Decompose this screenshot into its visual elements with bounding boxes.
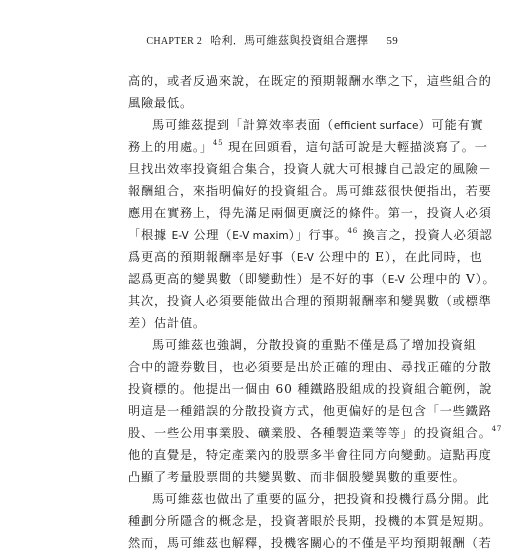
- text-run: 馬可維茲也做出了重要的區分，把投資和投機行爲分開。此: [152, 492, 490, 506]
- footnote-marker: 45: [212, 139, 224, 147]
- running-head: [146, 32, 398, 48]
- text-line: [128, 466, 466, 488]
- page-number: 59: [386, 35, 398, 47]
- text-run: ）」行事。: [288, 228, 348, 242]
- text-line: [128, 224, 493, 246]
- latin-term: E-V: [387, 274, 405, 286]
- text-line: [128, 180, 492, 202]
- text-line: [128, 334, 477, 356]
- text-line: [128, 532, 492, 554]
- text-line: [128, 312, 398, 334]
- text-run: 合中的證券數目，也必須要是出於正確的理由、尋找正確的分散: [128, 360, 492, 374]
- footnote-marker: 47: [491, 425, 503, 433]
- text-run: 認爲更高的變異數（即變動性）是不好的事（: [128, 272, 388, 286]
- latin-term: E-V maxim: [232, 230, 289, 242]
- text-line: [128, 202, 492, 224]
- text-run: 公理中的 V）。: [404, 272, 496, 286]
- text-line: [128, 378, 493, 400]
- text-run: ）可能有實: [418, 118, 484, 132]
- text-run: 「根據: [128, 228, 172, 242]
- text-run: 馬可維茲提到「計算效率表面（: [152, 118, 334, 132]
- text-run: 凸顯了考量股票間的共變異數、而非個股變異數的重要性。: [128, 470, 466, 484]
- text-line: [128, 422, 503, 444]
- footnote-marker: 46: [347, 227, 358, 235]
- chapter-label: CHAPTER 2: [146, 36, 203, 47]
- text-run: 差）估計值。: [128, 316, 206, 330]
- text-line: [128, 114, 484, 136]
- text-run: 其次，投資人必須要能做出合理的預期報酬率和變異數（或標準: [128, 294, 492, 308]
- text-run: 務上的用處。」: [128, 140, 213, 154]
- latin-term: E-V: [296, 252, 314, 264]
- text-run: 投資標的。他提出一個由 60 種鐵路股組成的投資組合範例，說: [128, 382, 493, 396]
- text-run: 公理（: [188, 228, 233, 242]
- text-line: [128, 488, 490, 510]
- text-run: 風險最低。: [128, 96, 193, 110]
- text-run: 換言之，投資人必須認: [358, 228, 493, 242]
- text-line: [128, 356, 492, 378]
- text-line: [128, 510, 492, 532]
- text-line: [128, 444, 492, 466]
- chapter-title: 哈利．馬可維茲與投資組合選擇: [210, 34, 369, 47]
- text-run: 爲更高的預期報酬率是好事（: [128, 250, 297, 264]
- text-run: 公理中的 E），在此同時，也: [313, 250, 483, 264]
- latin-term: efficient surface: [333, 120, 419, 132]
- text-line: [128, 92, 398, 114]
- text-line: [128, 158, 492, 180]
- text-run: 高的，或者反過來說，在既定的預期報酬水準之下，這些組合的: [128, 74, 492, 88]
- text-line: [128, 136, 488, 158]
- text-run: 現在回頭看，這句話可說是大輕描淡寫了。一: [223, 140, 488, 154]
- text-run: 明這是一種錯誤的分散投資方式，他更偏好的是包含「一些鐵路: [128, 404, 492, 418]
- text-line: [128, 70, 492, 92]
- text-line: [128, 268, 496, 290]
- latin-term: E-V: [171, 230, 189, 242]
- text-run: 應用在實務上，得先滿足兩個更廣泛的條件。第一，投資人必須: [128, 206, 492, 220]
- text-line: [128, 246, 483, 268]
- text-run: 他的直覺是，特定產業內的股票多半會往同方向變動。這點再度: [128, 448, 492, 462]
- text-run: 報酬組合，來指明偏好的投資組合。馬可維茲很快便指出，若要: [128, 184, 492, 198]
- text-run: 旦找出效率投資組合集合，投資人就大可根據自己設定的風險－: [128, 162, 492, 176]
- text-run: 種劃分所隱含的概念是，投資著眼於長期，投機的本質是短期。: [128, 514, 492, 528]
- text-line: [128, 400, 492, 422]
- body-text: [128, 70, 503, 554]
- text-run: 馬可維茲也強調，分散投資的重點不僅是爲了增加投資組: [152, 338, 477, 352]
- text-run: 然而，馬可維茲也解釋，投機客關心的不僅是平均預期報酬（若: [128, 536, 492, 550]
- text-run: 股、一些公用事業股、礦業股、各種製造業等等」的投資組合。: [128, 426, 492, 440]
- text-line: [128, 290, 492, 312]
